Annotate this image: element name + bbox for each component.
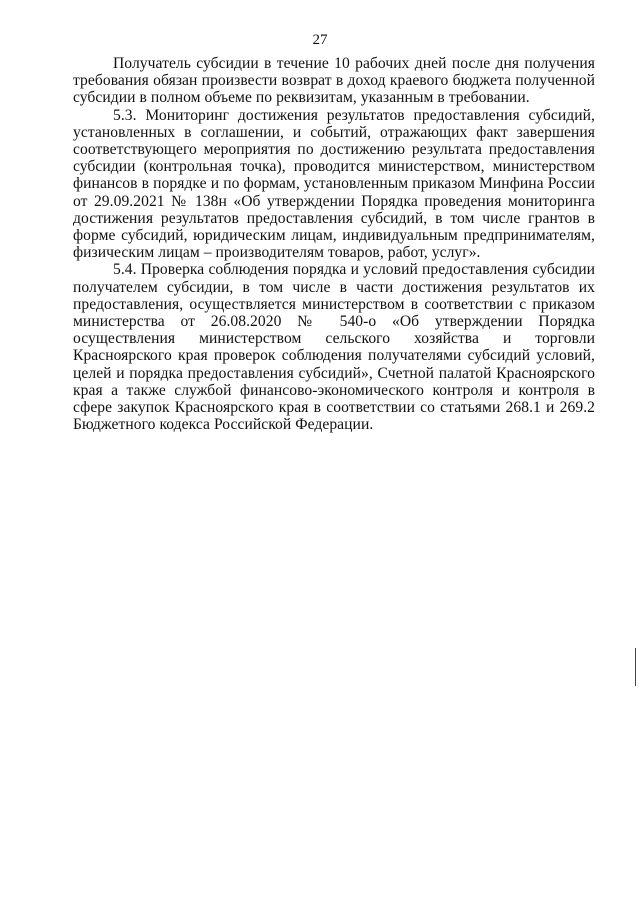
- scan-edge-mark: [635, 648, 636, 686]
- paragraph-subsidy-return: Получатель субсидии в течение 10 рабочих дней после дня получения требования обязан произвести возврат в доход краевого бюджета полученной субсидии в полном объеме по реквизитам, указанным в требовании.: [73, 55, 595, 107]
- paragraph-5-4-verification: 5.4. Проверка соблюдения порядка и условий предоставления субсидии получателем субсидии, в том числе в части достижения результатов их предоставления, осуществляется министерством в соответствии с приказом министерства от 26.08.2020 № 540-о «Об утверждении Порядка осуществления министерством сельского хозяйства и торговли Красноярского края проверок соблюдения получателями субсидий условий, целей и порядка предоставления субсидий», Счетной палатой Красноярского края а также службой финансово-экономического контроля и контроля в сфере закупок Красноярского края в соответствии со статьями 268.1 и 269.2 Бюджетного кодекса Российской Федерации.: [73, 261, 595, 434]
- page-number: 27: [312, 32, 328, 48]
- paragraph-5-3-monitoring: 5.3. Мониторинг достижения результатов предоставления субсидий, установленных в соглашении, и событий, отражающих факт завершения соответствующего мероприятия по достижению результата предоставления субсидии (контрольная точка), проводится министерством, министерством финансов в порядке и по формам, установленным приказом Минфина России от 29.09.2021 № 138н «Об утверждении Порядка проведения мониторинга достижения результатов предоставления субсидий, в том числе грантов в форме субсидий, юридическим лицам, индивидуальным предпринимателям, физическим лицам – производителям товаров, работ, услуг».: [73, 106, 595, 262]
- document-body: [73, 55, 595, 433]
